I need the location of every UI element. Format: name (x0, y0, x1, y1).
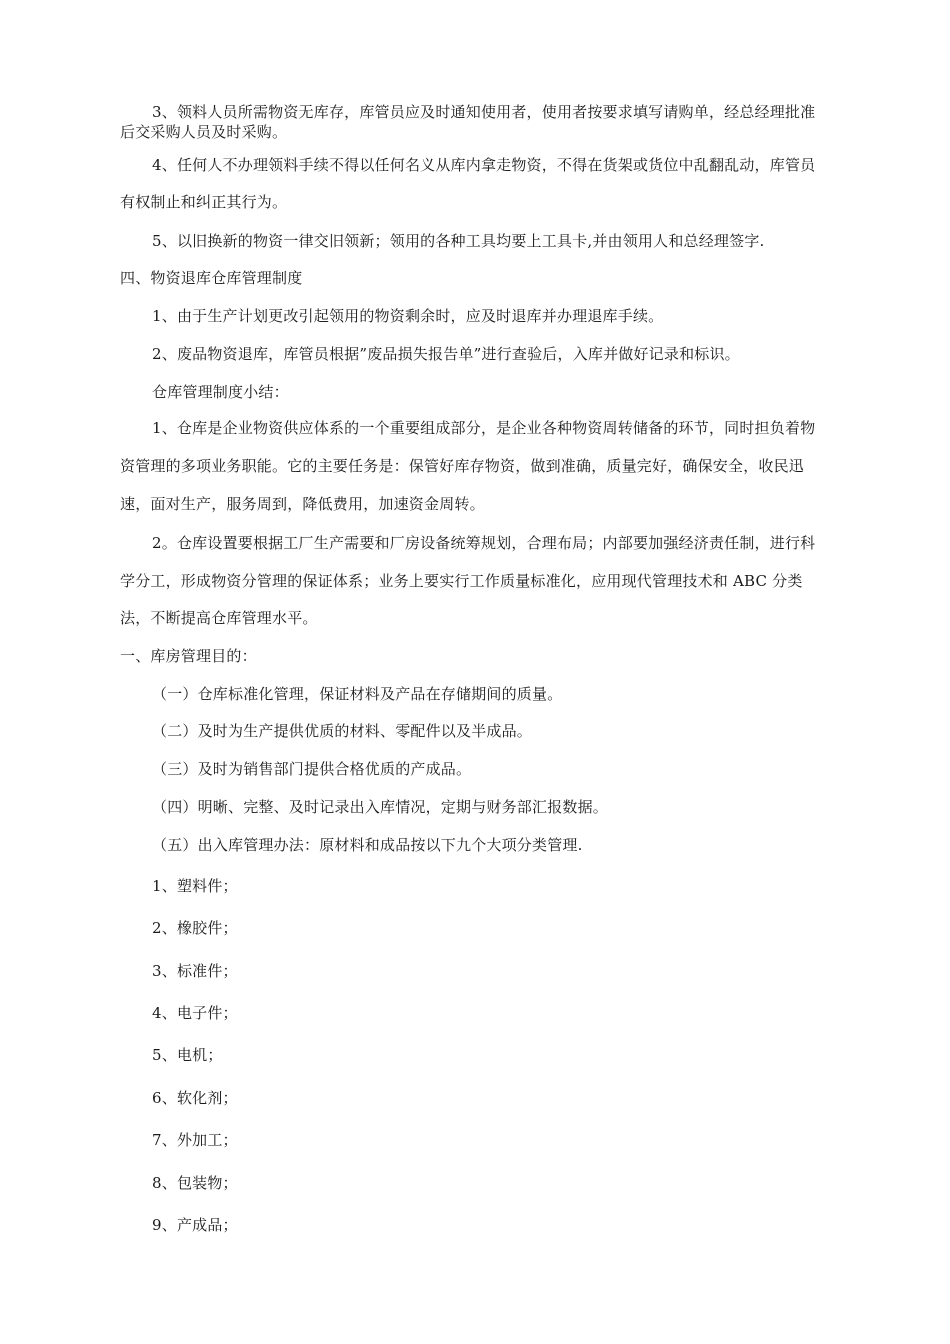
category-item: 1、塑料件； (152, 877, 238, 895)
purpose-item: （三）及时为销售部门提供合格优质的产成品。 (152, 760, 472, 778)
category-item: 8、包装物； (152, 1174, 238, 1192)
summary-2-line-3: 法，不断提高仓库管理水平。 (120, 609, 318, 627)
purpose-item: （二）及时为生产提供优质的材料、零配件以及半成品。 (152, 722, 533, 740)
summary-1-line-1: 1、仓库是企业物资供应体系的一个重要组成部分，是企业各种物资周转储备的环节，同时担负着物 (152, 419, 816, 437)
paragraph-5-line-1: 5、以旧换新的物资一律交旧领新；领用的各种工具均要上工具卡,并由领用人和总经理签字. (152, 232, 765, 250)
paragraph-4-line-2: 有权制止和纠正其行为。 (120, 193, 288, 211)
summary-2-line-2: 学分工，形成物资分管理的保证体系；业务上要实行工作质量标准化，应用现代管理技术和 ABC 分类 (120, 572, 803, 590)
paragraph-3-line-1: 3、领料人员所需物资无库存，库管员应及时通知使用者，使用者按要求填写请购单，经总经理批准 (152, 103, 816, 121)
category-item: 2、橡胶件； (152, 919, 238, 937)
purpose-item: （五）出入库管理办法：原材料和成品按以下九个大项分类管理. (152, 836, 583, 854)
category-item: 7、外加工； (152, 1131, 238, 1149)
paragraph-4-line-1: 4、任何人不办理领料手续不得以任何名义从库内拿走物资，不得在货架或货位中乱翻乱动，库管员 (152, 156, 816, 174)
paragraph-3-line-2: 后交采购人员及时采购。 (120, 123, 288, 141)
purpose-item: （一）仓库标准化管理，保证材料及产品在存储期间的质量。 (152, 685, 563, 703)
category-item: 9、产成品； (152, 1216, 238, 1234)
section-1-heading: 一、库房管理目的： (120, 647, 257, 665)
summary-heading: 仓库管理制度小结： (152, 383, 289, 401)
section-4-item-2: 2、废品物资退库，库管员根据”废品损失报告单”进行查验后，入库并做好记录和标识。 (152, 345, 740, 363)
summary-1-line-2: 资管理的多项业务职能。它的主要任务是：保管好库存物资，做到准确，质量完好，确保安全，收民迅 (120, 457, 805, 475)
summary-2-line-1: 2。仓库设置要根据工厂生产需要和厂房设备统筹规划，合理布局；内部要加强经济责任制，进行科 (152, 534, 816, 552)
section-4-heading: 四、物资退库仓库管理制度 (120, 269, 303, 287)
summary-1-line-3: 速，面对生产，服务周到，降低费用，加速资金周转。 (120, 495, 485, 513)
category-item: 5、电机； (152, 1046, 223, 1064)
category-item: 4、电子件； (152, 1004, 238, 1022)
category-item: 6、软化剂； (152, 1089, 238, 1107)
category-item: 3、标准件； (152, 962, 238, 980)
section-4-item-1: 1、由于生产计划更改引起领用的物资剩余时，应及时退库并办理退库手续。 (152, 307, 664, 325)
purpose-item: （四）明晰、完整、及时记录出入库情况，定期与财务部汇报数据。 (152, 798, 609, 816)
